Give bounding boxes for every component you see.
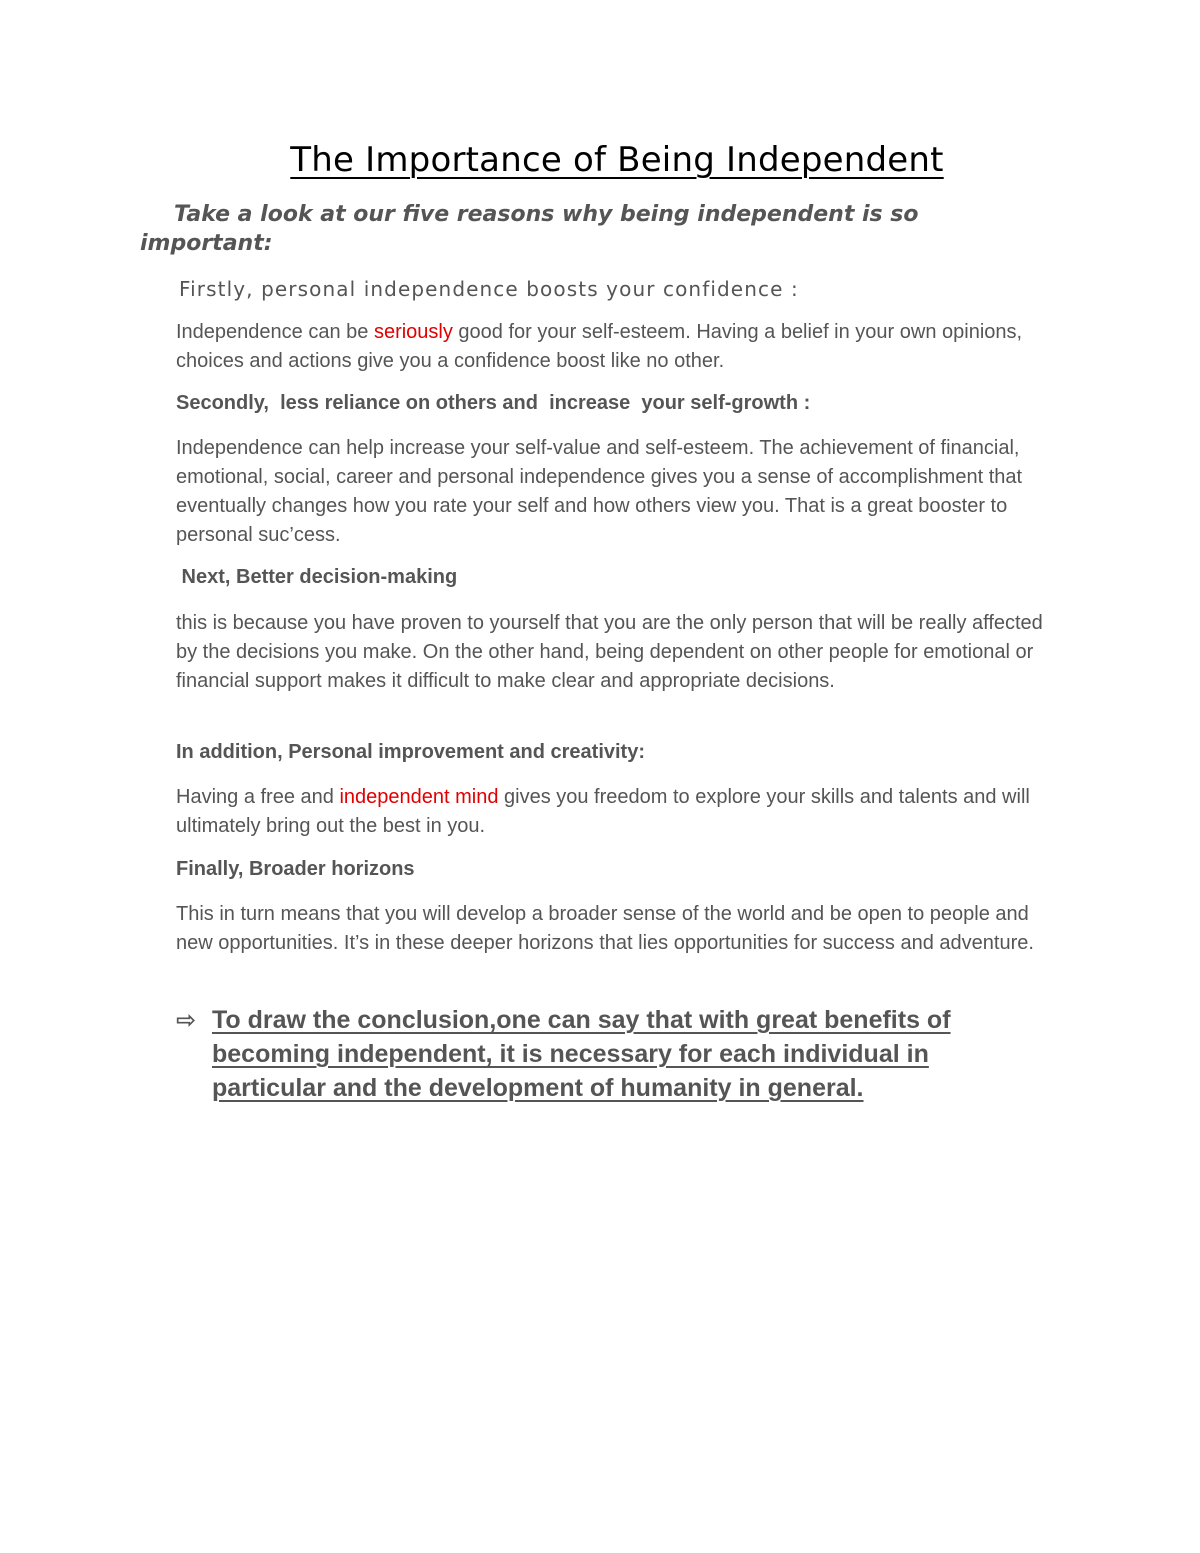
- intro-text: Take a look at our five reasons why being independent is so important:: [140, 202, 919, 256]
- section-heading-horizons: Finally, Broader horizons: [176, 858, 415, 880]
- arrow-right-icon: ⇨: [176, 1006, 197, 1034]
- section-heading-decision-making: Next, Better decision-making: [176, 566, 458, 588]
- section-heading-creativity: In addition, Personal improvement and creativity:: [176, 741, 645, 763]
- section-body-decision-making: this is because you have proven to yourself that you are the only person that will be really affected by the decisions you make. On the other hand, being dependent on other people for emotional or financial support makes it difficult to make clear and appropriate decisions.: [176, 612, 1043, 692]
- section-body-self-growth: Independence can help increase your self-value and self-esteem. The achievement of financial, emotional, social, career and personal independence gives you a sense of accomplishment that eventually changes how you rate your self and how others view you. That is a great booster to personal suc’cess.: [176, 437, 1023, 546]
- section-body-horizons: This in turn means that you will develop a broader sense of the world and be open to people and new opportunities. It’s in these deeper horizons that lies opportunities for success and adventure.: [176, 903, 1034, 954]
- section-heading-self-growth: Secondly, less reliance on others and increase your self-growth :: [176, 392, 811, 414]
- highlight-seriously: seriously: [373, 321, 453, 343]
- highlight-independent-mind: independent mind: [339, 786, 499, 808]
- section-body-creativity: Having a free and independent mind gives you freedom to explore your skills and talents and will ultimately bring out the best in you.: [176, 786, 1030, 837]
- conclusion-text: To draw the conclusion,one can say that with great benefits of becoming independent, it is necessary for each individual in particular and the development of humanity in general.: [212, 1006, 951, 1102]
- document-title: The Importance of Being Independent: [290, 140, 944, 180]
- section-body-confidence: Independence can be seriously good for your self-esteem. Having a belief in your own opinions, choices and actions give you a confidence boost like no other.: [176, 321, 1023, 372]
- section-heading-confidence: Firstly, personal independence boosts your confidence :: [179, 277, 799, 301]
- conclusion: [176, 1003, 1036, 1105]
